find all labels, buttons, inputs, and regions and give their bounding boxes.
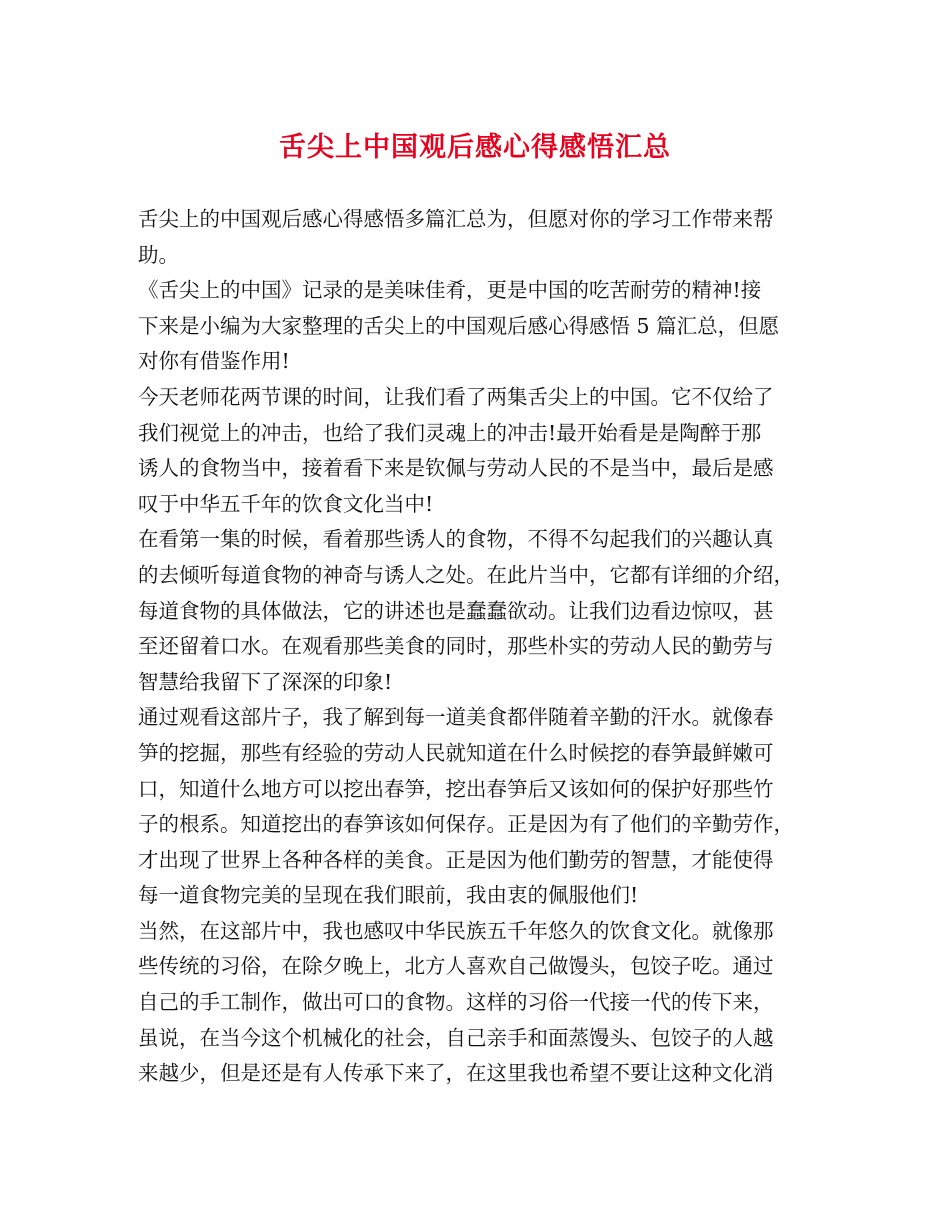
text-line: 自己的手工制作，做出可口的食物。这样的习俗一代接一代的传下来， xyxy=(138,990,774,1015)
text-line: 在看第一集的时候，看着那些诱人的食物，不得不勾起我们的兴趣认真 xyxy=(138,527,774,552)
text-line: 智慧给我留下了深深的印象! xyxy=(138,669,393,694)
text-line: 些传统的习俗，在除夕晚上，北方人喜欢自己做馒头，包饺子吃。通过 xyxy=(138,954,774,979)
text-line: 子的根系。知道挖出的春笋该如何保存。正是因为有了他们的辛勤劳作， xyxy=(138,812,794,837)
text-line: 至还留着口水。在观看那些美食的同时，那些朴实的劳动人民的勤劳与 xyxy=(138,634,774,659)
text-line: 口，知道什么地方可以挖出春笋，挖出春笋后又该如何的保护好那些竹 xyxy=(138,776,774,801)
text-line: 虽说，在当今这个机械化的社会，自己亲手和面蒸馒头、包饺子的人越 xyxy=(138,1025,774,1050)
text-line: 才出现了世界上各种各样的美食。正是因为他们勤劳的智慧，才能使得 xyxy=(138,847,774,872)
text-line: 每道食物的具体做法，它的讲述也是蠢蠢欲动。让我们边看边惊叹，甚 xyxy=(138,598,774,623)
text-line: 叹于中华五千年的饮食文化当中! xyxy=(138,491,434,516)
text-line: 今天老师花两节课的时间，让我们看了两集舌尖上的中国。它不仅给了 xyxy=(138,384,774,409)
text-line: 舌尖上的中国观后感心得感悟多篇汇总为，但愿对你的学习工作带来帮 xyxy=(138,207,774,231)
text-line: 我们视觉上的冲击，也给了我们灵魂上的冲击!最开始看是是陶醉于那 xyxy=(138,420,762,445)
text-line: 助。 xyxy=(138,242,179,267)
text-line: 的去倾听每道食物的神奇与诱人之处。在此片当中，它都有详细的介绍， xyxy=(138,562,794,587)
text-line: 诱人的食物当中，接着看下来是钦佩与劳动人民的不是当中，最后是感 xyxy=(138,456,774,481)
text-line: 笋的挖掘，那些有经验的劳动人民就知道在什么时候挖的春笋最鲜嫩可 xyxy=(138,740,774,765)
text-line: 当然，在这部片中，我也感叹中华民族五千年悠久的饮食文化。就像那 xyxy=(138,918,774,943)
text-line: 下来是小编为大家整理的舌尖上的中国观后感心得感悟 5 篇汇总，但愿 xyxy=(138,313,780,338)
text-line: 每一道食物完美的呈现在我们眼前，我由衷的佩服他们! xyxy=(138,883,639,908)
text-line: 通过观看这部片子，我了解到每一道美食都伴随着辛勤的汗水。就像春 xyxy=(138,705,774,730)
text-line: 对你有借鉴作用! xyxy=(138,349,290,374)
text-line: 来越少，但是还是有人传承下来了，在这里我也希望不要让这种文化消 xyxy=(138,1061,774,1086)
document-title: 舌尖上中国观后感心得感悟汇总 xyxy=(279,132,671,163)
text-line: 《舌尖上的中国》记录的是美味佳肴，更是中国的吃苦耐劳的精神!接 xyxy=(138,278,762,303)
document-body xyxy=(138,202,818,1092)
